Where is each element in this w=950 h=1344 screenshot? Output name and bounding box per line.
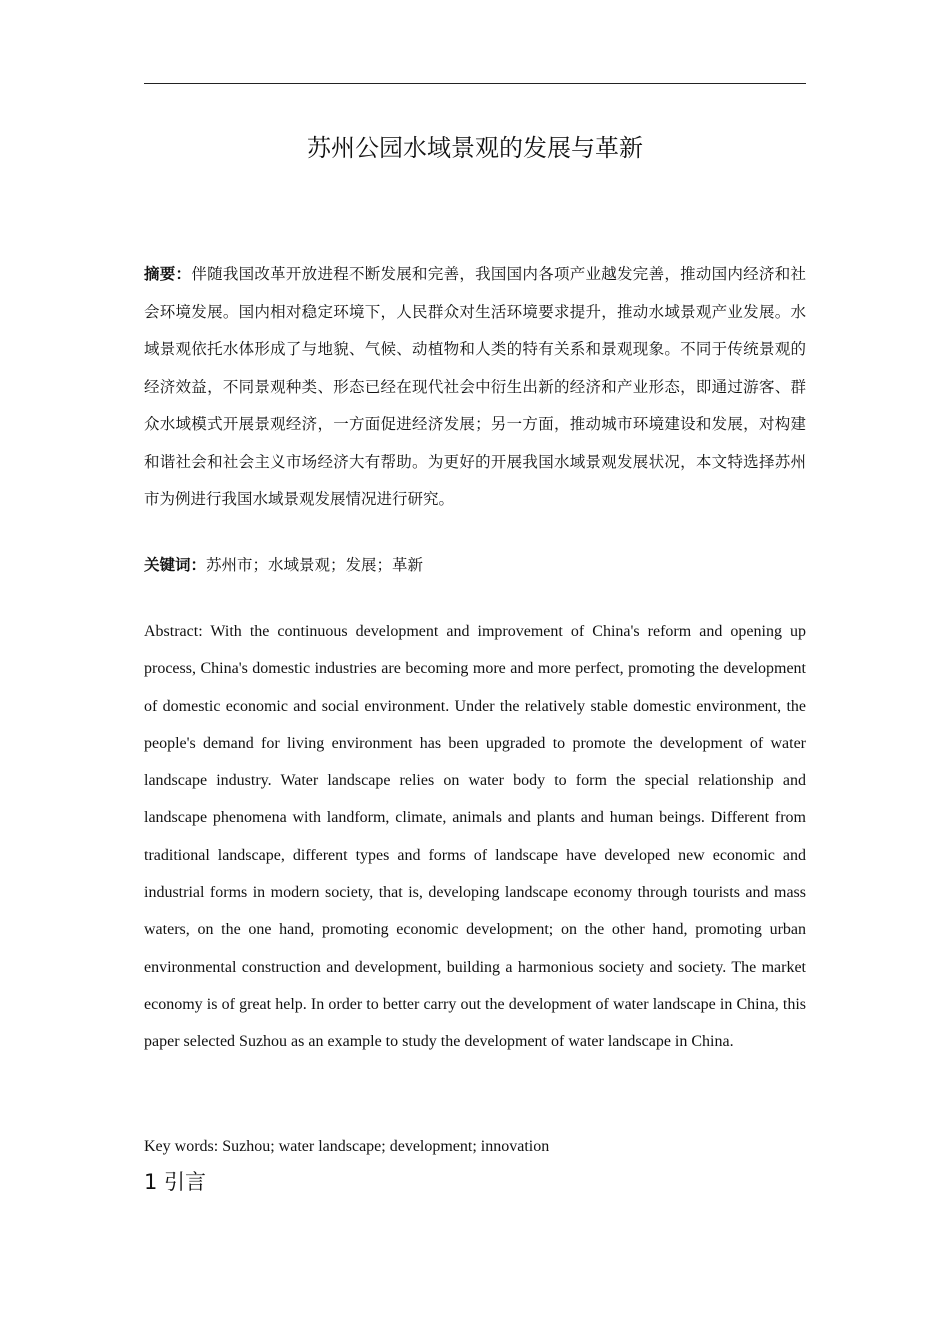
section-heading-introduction: 1 引言: [144, 1170, 207, 1194]
abstract-chinese-label: 摘要：: [144, 265, 192, 283]
keywords-english: Key words: Suzhou; water landscape; development; innovation: [144, 1138, 550, 1155]
abstract-chinese-text: 伴随我国改革开放进程不断发展和完善，我国国内各项产业越发完善，推动国内经济和社会环境发展。国内相对稳定环境下，人民群众对生活环境要求提升，推动水域景观产业发展。水域景观依托水体形成了与地貌、气候、动植物和人类的特有关系和景观现象。不同于传统景观的经济效益，不同景观种类、形态已经在现代社会中衍生出新的经济和产业形态，即通过游客、群众水域模式开展景观经济，一方面促进经济发展；另一方面，推动城市环境建设和发展，对构建和谐社会和社会主义市场经济大有帮助。为更好的开展我国水域景观发展状况，本文特选择苏州市为例进行我国水域景观发展情况进行研究。: [144, 265, 806, 508]
document-page: [144, 0, 806, 1344]
keywords-chinese: [144, 547, 806, 584]
keywords-chinese-label: 关键词：: [144, 556, 207, 574]
paper-title: 苏州公园水域景观的发展与革新: [307, 134, 643, 162]
abstract-english: Abstract: With the continuous development and improvement of China's reform and opening up process, China's domestic industries are becoming more and more perfect, promoting the development of domestic economic and social environment. Under the relatively stable domestic environment, the people's demand for living environment has been upgraded to promote the development of water landscape industry. Water landscape relies on water body to form the special relationship and landscape phenomena with landform, climate, animals and plants and human beings. Different from traditional landscape, different types and forms of landscape have developed new economic and industrial forms in modern society, that is, developing landscape economy through tourists and mass waters, on the one hand, promoting economic development; on the other hand, promoting urban environmental construction and development, building a harmonious society and society. The market economy is of great help. In order to better carry out the development of water landscape in China, this paper selected Suzhou as an example to study the development of water landscape in China.: [144, 623, 806, 1051]
header-rule: [144, 83, 806, 84]
abstract-chinese: [144, 256, 806, 519]
keywords-chinese-text: 苏州市；水域景观；发展；革新: [206, 556, 424, 574]
